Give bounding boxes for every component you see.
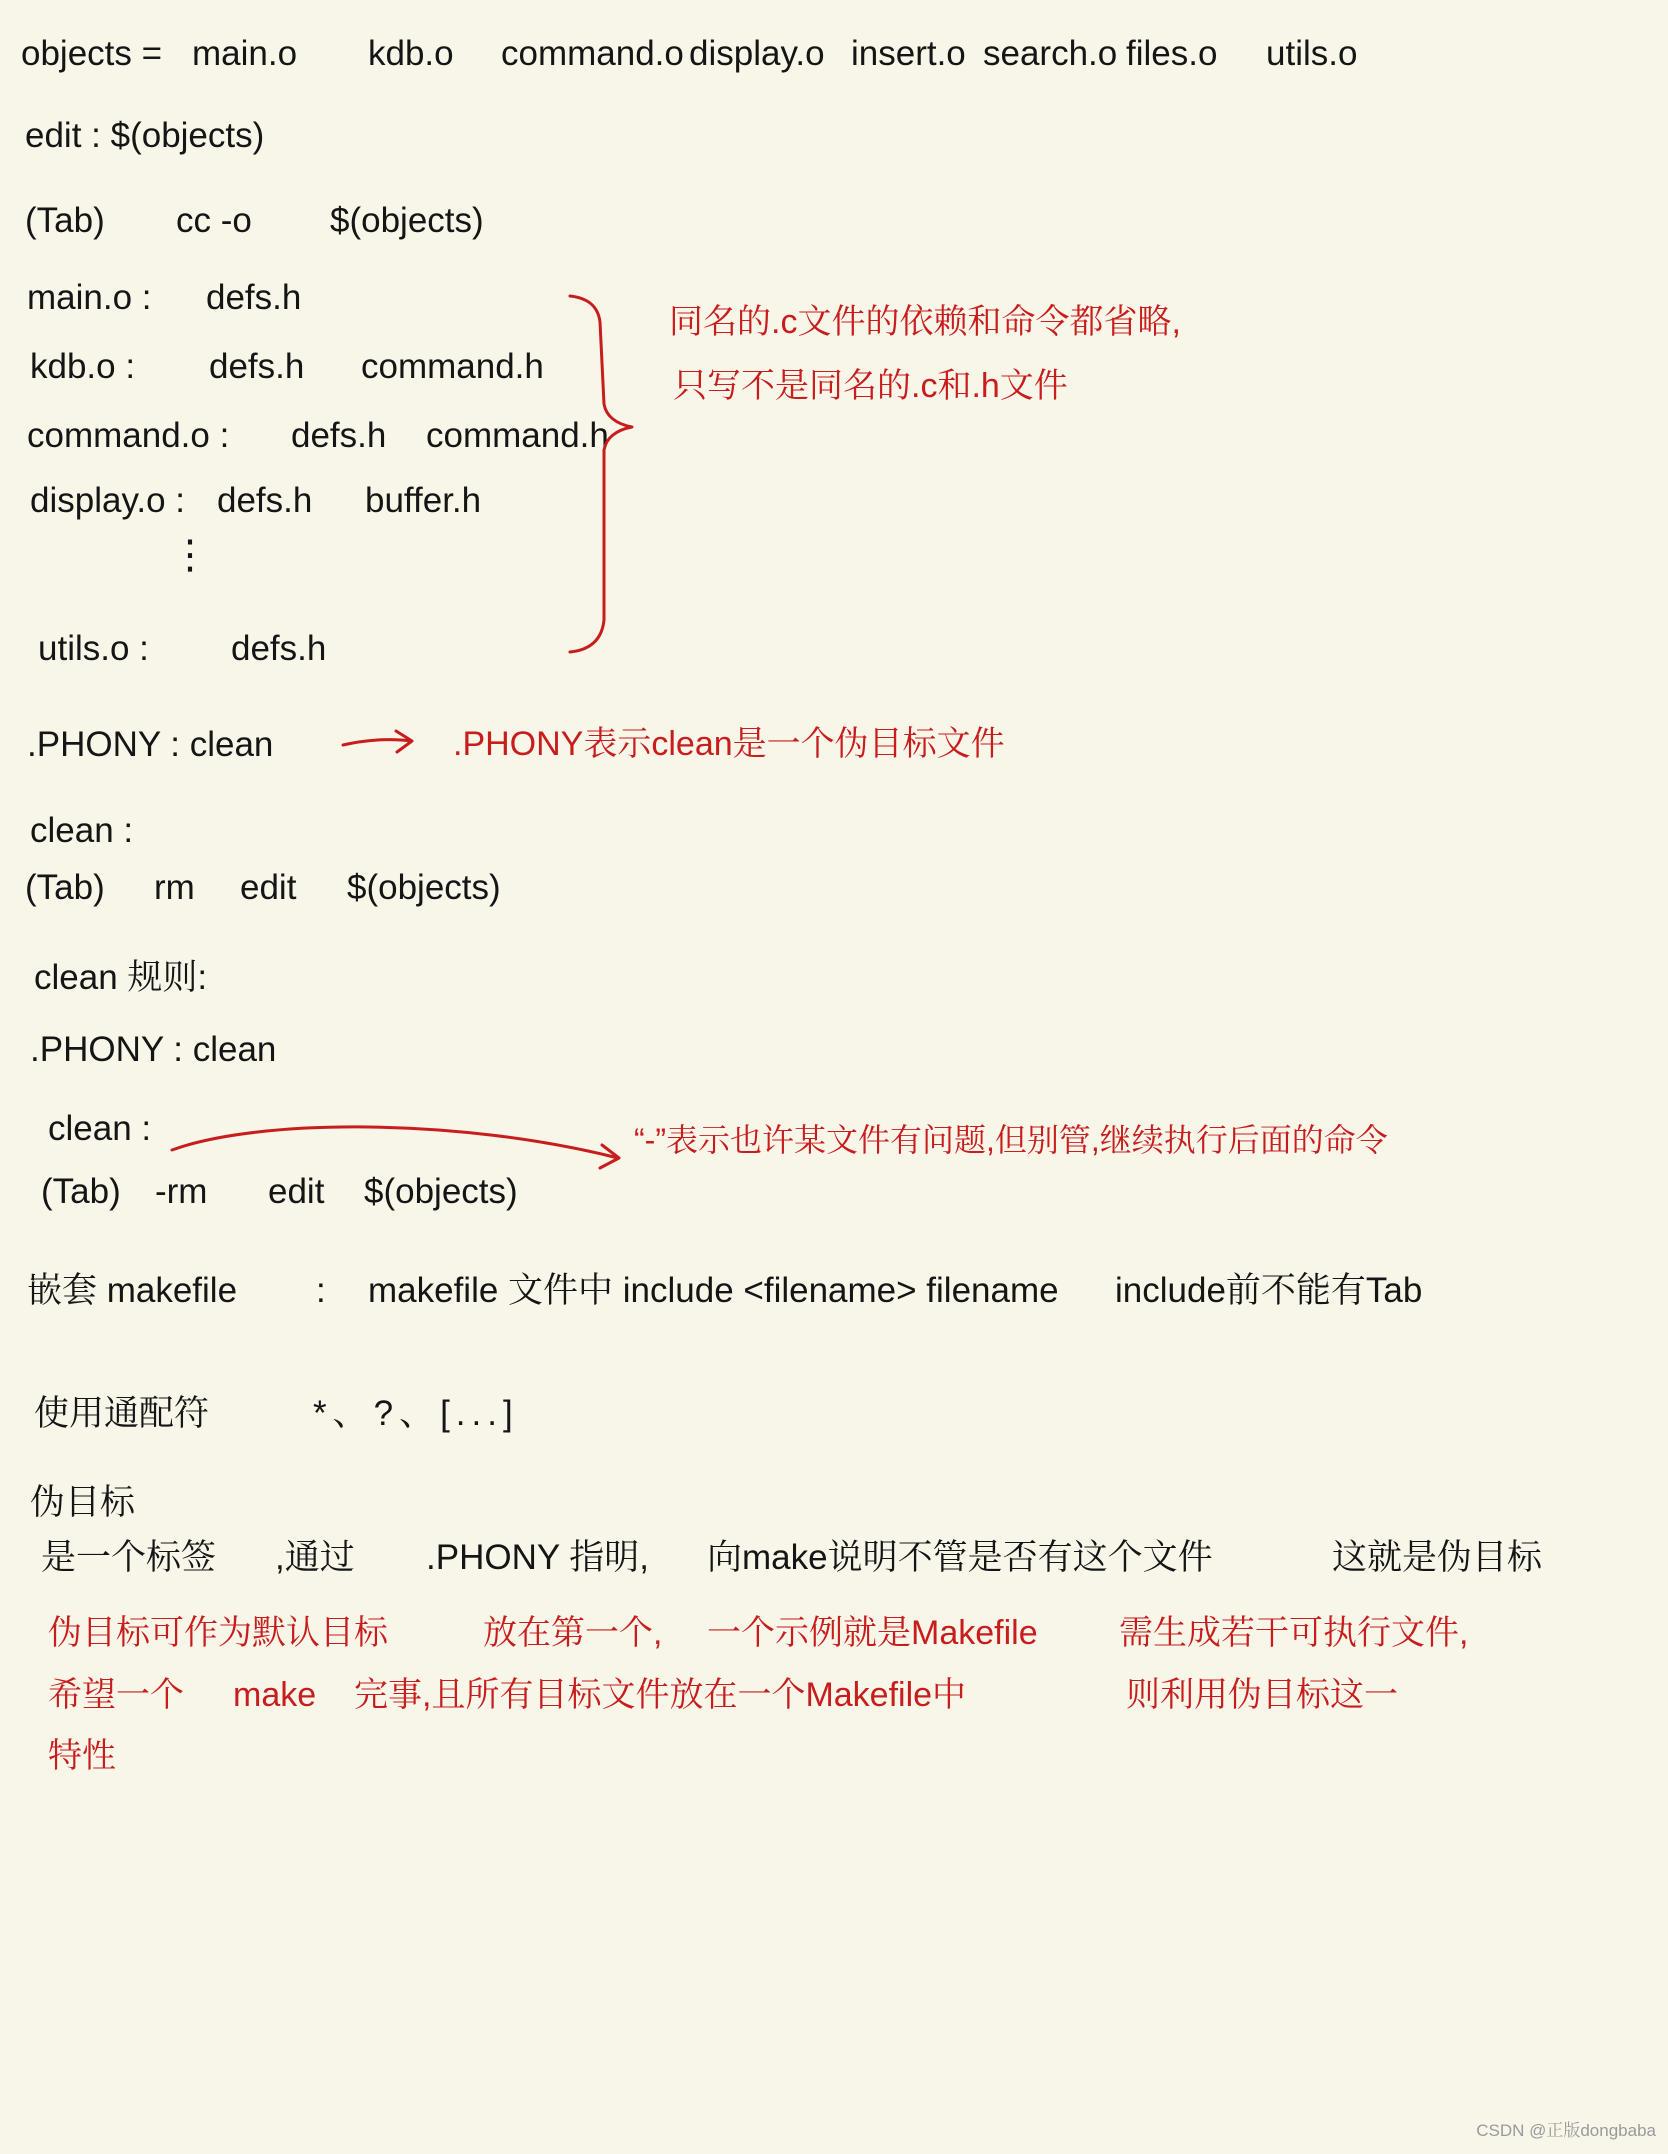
dep-target: main.o : — [27, 278, 152, 317]
wildcard-chars: *、?、[...] — [313, 1394, 519, 1433]
phony-red-note: 伪目标可作为默认目标 — [48, 1614, 388, 1652]
dep-header: buffer.h — [365, 481, 482, 520]
dep-header: defs.h — [209, 347, 305, 386]
command-argument: $(objects) — [347, 868, 501, 907]
phony-red-note: make — [233, 1676, 317, 1714]
include-note: include前不能有Tab — [1115, 1271, 1423, 1310]
dep-header: defs.h — [291, 416, 387, 455]
tab-marker: (Tab) — [25, 201, 105, 240]
command-argument: edit — [268, 1172, 325, 1211]
dep-target: utils.o : — [38, 629, 149, 668]
object-file: files.o — [1126, 34, 1218, 73]
phony-desc: ,通过 — [275, 1538, 355, 1577]
watermark: CSDN @正版dongbaba — [1476, 2121, 1656, 2140]
edit-rule: edit : $(objects) — [25, 116, 265, 155]
phony-desc: .PHONY 指明, — [426, 1538, 650, 1577]
dep-header: command.h — [426, 416, 609, 455]
dep-header: defs.h — [231, 629, 327, 668]
section-heading: 使用通配符 — [34, 1394, 210, 1433]
curly-brace — [570, 296, 632, 652]
right-arrow-head-icon — [396, 731, 412, 752]
command-argument: $(objects) — [364, 1172, 518, 1211]
object-file: insert.o — [851, 34, 966, 73]
object-file: utils.o — [1266, 34, 1358, 73]
dash-note: “-”表示也许某文件有问题,但别管,继续执行后面的命令 — [634, 1122, 1388, 1158]
phony-note: .PHONY表示clean是一个伪目标文件 — [453, 725, 1005, 763]
clean-target: clean : — [48, 1109, 152, 1148]
dep-header: command.h — [361, 347, 544, 386]
phony-desc: 向make说明不管是否有这个文件 — [707, 1538, 1213, 1577]
clean-target: clean : — [30, 811, 134, 850]
command-argument: edit — [240, 868, 297, 907]
vertical-ellipsis: ⋮ — [170, 532, 210, 578]
dep-target: command.o : — [27, 416, 230, 455]
phony-desc: 这就是伪目标 — [1332, 1538, 1543, 1577]
phony-red-note: 希望一个 — [48, 1676, 184, 1714]
phony-red-note: 完事,且所有目标文件放在一个Makefile中 — [354, 1676, 967, 1714]
compile-command: cc -o — [176, 201, 252, 240]
phony-red-note: 放在第一个, — [483, 1614, 663, 1652]
include-description: makefile 文件中 include <filename> filename — [368, 1271, 1059, 1310]
curved-arrow-head-icon — [600, 1145, 619, 1168]
phony-red-note: 特性 — [48, 1737, 116, 1775]
deps-note-line: 同名的.c文件的依赖和命令都省略, — [669, 303, 1181, 341]
dep-header: defs.h — [206, 278, 302, 317]
phony-declaration: .PHONY : clean — [27, 725, 274, 764]
objects-variable: objects = — [21, 34, 163, 73]
tab-marker: (Tab) — [41, 1172, 121, 1211]
dep-target: kdb.o : — [30, 347, 136, 386]
curved-arrow-icon — [172, 1127, 618, 1158]
colon: : — [316, 1271, 326, 1310]
tab-marker: (Tab) — [25, 868, 105, 907]
remove-command: rm — [154, 868, 195, 907]
phony-red-note: 则利用伪目标这一 — [1126, 1676, 1398, 1714]
dep-header: defs.h — [217, 481, 313, 520]
phony-red-note: 需生成若干可执行文件, — [1119, 1614, 1469, 1652]
section-heading: clean 规则: — [34, 958, 208, 997]
object-file: display.o — [689, 34, 825, 73]
dep-target: display.o : — [30, 481, 185, 520]
right-arrow-icon — [343, 740, 411, 745]
phony-declaration: .PHONY : clean — [30, 1030, 277, 1069]
object-file: command.o — [501, 34, 684, 73]
section-heading: 伪目标 — [30, 1483, 136, 1522]
command-argument: $(objects) — [330, 201, 484, 240]
phony-desc: 是一个标签 — [41, 1538, 217, 1577]
object-file: main.o — [192, 34, 298, 73]
remove-command: -rm — [155, 1172, 208, 1211]
deps-note-line: 只写不是同名的.c和.h文件 — [673, 367, 1068, 405]
object-file: search.o — [983, 34, 1118, 73]
object-file: kdb.o — [368, 34, 454, 73]
phony-red-note: 一个示例就是Makefile — [707, 1614, 1038, 1652]
section-heading: 嵌套 makefile — [27, 1271, 238, 1310]
